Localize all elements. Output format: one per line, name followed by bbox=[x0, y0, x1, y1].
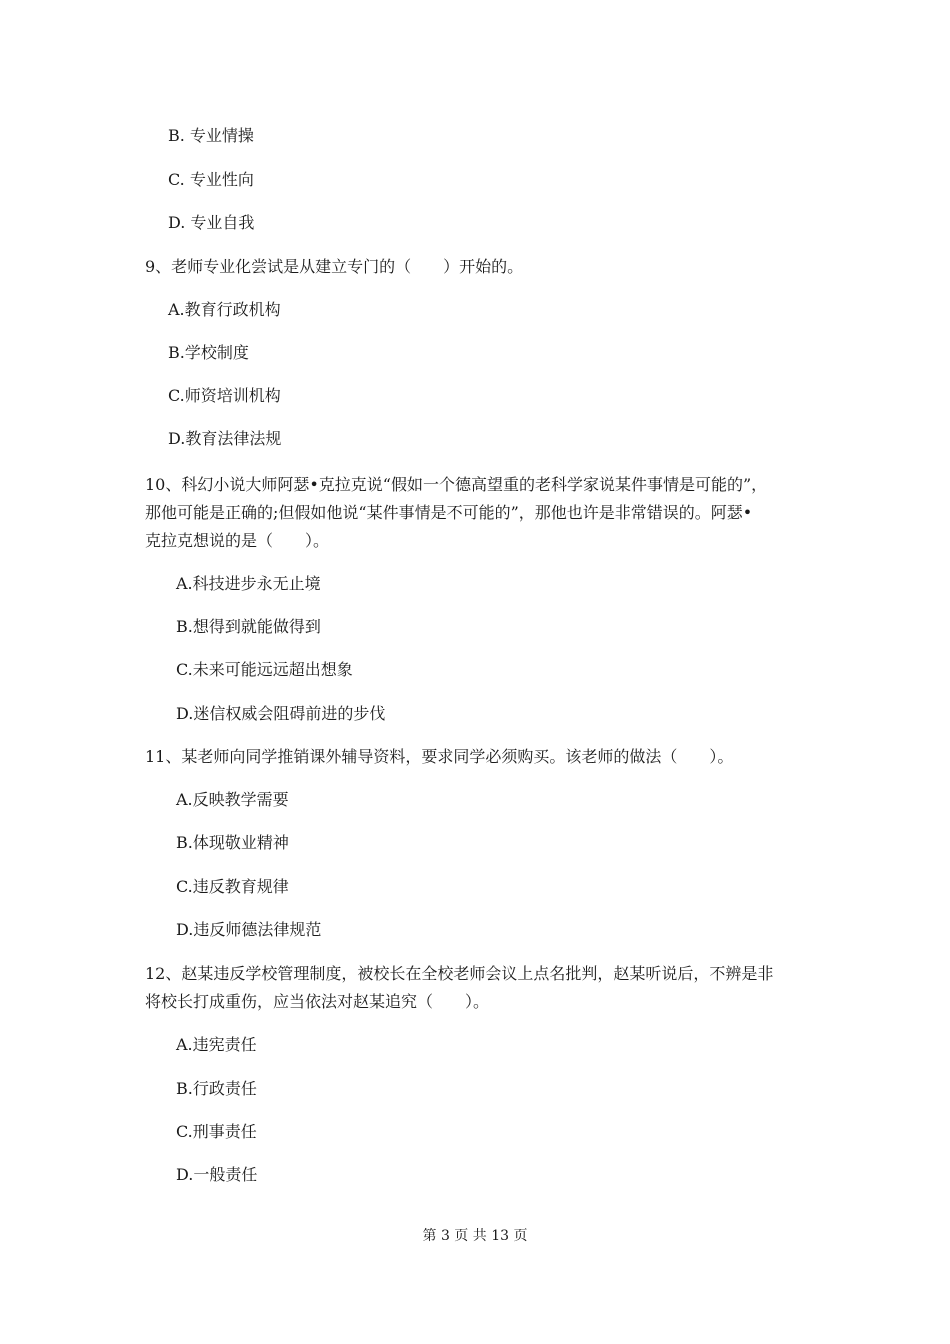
q9-option-d: D.教育法律法规 bbox=[168, 429, 282, 448]
page-number-footer: 第 3 页 共 13 页 bbox=[422, 1228, 528, 1244]
q10-stem-line-3: 克拉克想说的是（ ）。 bbox=[145, 531, 330, 550]
q9-option-a: A.教育行政机构 bbox=[168, 300, 281, 319]
q8-option-d: D. 专业自我 bbox=[168, 213, 255, 232]
q10-option-a: A.科技进步永无止境 bbox=[176, 574, 321, 593]
q12-option-b: B.行政责任 bbox=[176, 1079, 257, 1098]
q11-option-d: D.违反师德法律规范 bbox=[176, 920, 322, 939]
q10-option-b: B.想得到就能做得到 bbox=[176, 617, 321, 636]
q11-option-c: C.违反教育规律 bbox=[176, 877, 289, 896]
q9-option-c: C.师资培训机构 bbox=[168, 386, 281, 405]
q12-option-a: A.违宪责任 bbox=[176, 1035, 257, 1054]
q11-option-b: B.体现敬业精神 bbox=[176, 833, 289, 852]
q11-stem: 11、某老师向同学推销课外辅导资料，要求同学必须购买。该老师的做法（ ）。 bbox=[145, 747, 734, 766]
q10-stem-line-1: 10、科幻小说大师阿瑟•克拉克说“假如一个德高望重的老科学家说某件事情是可能的”， bbox=[145, 475, 768, 494]
q9-option-b: B.学校制度 bbox=[168, 343, 249, 362]
q10-option-c: C.未来可能远远超出想象 bbox=[176, 660, 353, 679]
q10-stem-line-2: 那他可能是正确的;但假如他说“某件事情是不可能的”，那他也许是非常错误的。阿瑟• bbox=[145, 503, 753, 522]
q8-option-c: C. 专业性向 bbox=[168, 170, 254, 189]
q12-option-c: C.刑事责任 bbox=[176, 1122, 257, 1141]
q9-stem: 9、老师专业化尝试是从建立专门的（ ）开始的。 bbox=[145, 257, 524, 276]
q8-option-b: B. 专业情操 bbox=[168, 126, 254, 145]
q11-option-a: A.反映教学需要 bbox=[176, 790, 289, 809]
q12-option-d: D.一般责任 bbox=[176, 1165, 258, 1184]
q12-stem-line-2: 将校长打成重伤，应当依法对赵某追究（ ）。 bbox=[145, 992, 490, 1011]
q10-option-d: D.迷信权威会阻碍前进的步伐 bbox=[176, 704, 386, 723]
q12-stem-line-1: 12、赵某违反学校管理制度，被校长在全校老师会议上点名批判，赵某听说后，不辨是非 bbox=[145, 964, 774, 983]
